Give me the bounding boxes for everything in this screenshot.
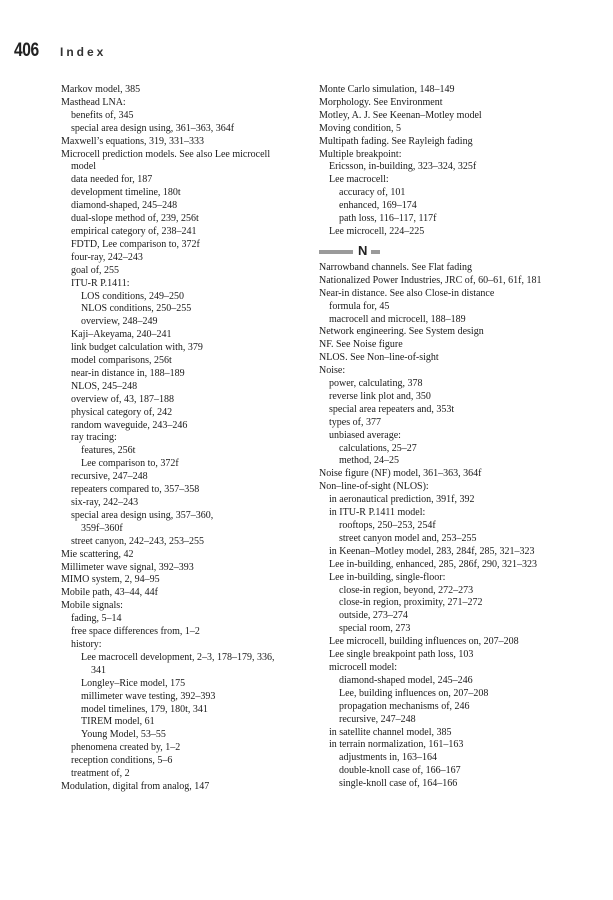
index-entry: history: bbox=[71, 638, 102, 650]
index-entry: dual-slope method of, 239, 256t bbox=[71, 213, 199, 225]
index-entry: Longley–Rice model, 175 bbox=[81, 677, 186, 689]
index-entry: Multipath fading. See Rayleigh fading bbox=[319, 135, 473, 147]
index-entry: repeaters compared to, 357–358 bbox=[71, 484, 200, 496]
index-entry: reverse link plot and, 350 bbox=[329, 390, 431, 402]
index-entry: Lee, building influences on, 207–208 bbox=[339, 687, 489, 699]
index-entry: Nationalized Power Industries, JRC of, 60–61, 61f, 181 bbox=[319, 274, 542, 286]
index-entry: LOS conditions, 249–250 bbox=[81, 290, 185, 302]
index-section-m-continued bbox=[319, 84, 589, 239]
index-entry: accuracy of, 101 bbox=[339, 187, 406, 199]
divider-bar bbox=[371, 250, 380, 254]
index-entry: TIREM model, 61 bbox=[81, 716, 155, 728]
index-entry: path loss, 116–117, 117f bbox=[339, 213, 437, 225]
index-entry: in aeronautical prediction, 391f, 392 bbox=[329, 494, 475, 506]
index-entry: data needed for, 187 bbox=[71, 174, 153, 186]
index-entry: Mobile signals: bbox=[61, 600, 123, 612]
index-entry: Moving condition, 5 bbox=[319, 122, 401, 134]
index-entry: outside, 273–274 bbox=[339, 610, 408, 622]
index-entry: ITU-R P.1411: bbox=[71, 277, 130, 289]
index-entry: NLOS, 245–248 bbox=[71, 380, 138, 392]
index-entry: in Keenan–Motley model, 283, 284f, 285, 321–323 bbox=[329, 545, 535, 557]
index-entry: treatment of, 2 bbox=[71, 768, 130, 780]
index-entry: power, calculating, 378 bbox=[329, 378, 423, 390]
index-entry: Millimeter wave signal, 392–393 bbox=[61, 561, 194, 573]
index-entry: recursive, 247–248 bbox=[71, 471, 148, 483]
section-letter: N bbox=[358, 243, 368, 259]
running-title: Index bbox=[60, 45, 107, 59]
index-entry: types of, 377 bbox=[329, 416, 381, 428]
index-entry: features, 256t bbox=[81, 445, 136, 457]
index-entry: Mie scattering, 42 bbox=[61, 548, 134, 560]
index-entry: street canyon, 242–243, 253–255 bbox=[71, 535, 205, 547]
divider-bar bbox=[319, 250, 353, 254]
index-entry: overview, 248–249 bbox=[81, 316, 158, 328]
index-entry: FDTD, Lee comparison to, 372f bbox=[71, 238, 200, 250]
index-entry: diamond-shaped, 245–248 bbox=[71, 200, 178, 212]
index-entry: NF. See Noise figure bbox=[319, 339, 403, 351]
index-entry: physical category of, 242 bbox=[71, 406, 173, 418]
index-entry: enhanced, 169–174 bbox=[339, 200, 417, 212]
index-entry: calculations, 25–27 bbox=[339, 442, 417, 454]
index-entry: Lee in-building, enhanced, 285, 286f, 290, 321–323 bbox=[329, 558, 538, 570]
index-entry: Lee macrocell: bbox=[329, 174, 389, 186]
index-section-n bbox=[319, 262, 589, 791]
index-entry: in satellite channel model, 385 bbox=[329, 726, 452, 738]
index-entry: Lee comparison to, 372f bbox=[81, 458, 179, 470]
index-entry: MIMO system, 2, 94–95 bbox=[61, 574, 160, 586]
index-entry: in terrain normalization, 161–163 bbox=[329, 739, 464, 751]
index-entry: rooftops, 250–253, 254f bbox=[339, 520, 436, 531]
index-entry: development timeline, 180t bbox=[71, 187, 181, 199]
index-entry: Lee microcell, 224–225 bbox=[329, 225, 425, 237]
index-entry: Near-in distance. See also Close-in distance bbox=[319, 287, 495, 299]
index-column-right bbox=[319, 84, 589, 791]
index-entry: Modulation, digital from analog, 147 bbox=[61, 780, 210, 792]
index-entry: Lee macrocell development, 2–3, 178–179, 336, bbox=[81, 651, 275, 663]
index-entry: Narrowband channels. See Flat fading bbox=[319, 261, 473, 273]
index-entry: recursive, 247–248 bbox=[339, 713, 416, 725]
index-entry: model timelines, 179, 180t, 341 bbox=[81, 703, 208, 715]
index-entry: Motley, A. J. See Keenan–Motley model bbox=[319, 109, 482, 121]
index-entry: overview of, 43, 187–188 bbox=[71, 393, 175, 405]
index-entry: close-in region, proximity, 271–272 bbox=[339, 597, 483, 609]
index-entry: Network engineering. See System design bbox=[319, 326, 484, 338]
index-entry: special room, 273 bbox=[339, 623, 411, 635]
index-entry: special area repeaters and, 353t bbox=[329, 403, 455, 415]
index-entry: empirical category of, 238–241 bbox=[71, 225, 197, 237]
index-entry: goal of, 255 bbox=[71, 264, 120, 276]
index-entry: close-in region, beyond, 272–273 bbox=[339, 584, 474, 596]
index-entry: Mobile path, 43–44, 44f bbox=[61, 587, 158, 599]
index-entry: unbiased average: bbox=[329, 429, 401, 441]
index-entry: Kaji–Akeyama, 240–241 bbox=[71, 329, 172, 341]
index-entry: formula for, 45 bbox=[329, 300, 390, 312]
index-entry: NLOS conditions, 250–255 bbox=[81, 303, 192, 315]
index-entry: propagation mechanisms of, 246 bbox=[339, 700, 470, 712]
index-entry: random waveguide, 243–246 bbox=[71, 419, 188, 431]
index-entry: double-knoll case of, 166–167 bbox=[339, 765, 461, 777]
index-entry: six-ray, 242–243 bbox=[71, 497, 139, 508]
index-entry: Lee in-building, single-floor: bbox=[329, 571, 446, 583]
index-entry-continuation: 341 bbox=[91, 664, 106, 676]
index-entry-continuation: model bbox=[71, 161, 96, 173]
index-entry: macrocell and microcell, 188–189 bbox=[329, 313, 466, 325]
index-entry: street canyon model and, 253–255 bbox=[339, 532, 477, 544]
index-entry: Lee microcell, building influences on, 207–208 bbox=[329, 636, 519, 648]
index-entry: four-ray, 242–243 bbox=[71, 251, 143, 263]
index-entry: near-in distance in, 188–189 bbox=[71, 367, 185, 379]
index-entry: special area design using, 357–360, bbox=[71, 509, 214, 521]
index-entry: special area design using, 361–363, 364f bbox=[71, 122, 235, 134]
index-entry: Young Model, 53–55 bbox=[81, 729, 166, 741]
index-column-left bbox=[61, 84, 311, 794]
index-entry: link budget calculation with, 379 bbox=[71, 342, 203, 354]
index-entry: ray tracing: bbox=[71, 432, 117, 444]
index-entry: in ITU-R P.1411 model: bbox=[329, 507, 426, 519]
index-entry: phenomena created by, 1–2 bbox=[71, 742, 181, 754]
index-entry: Microcell prediction models. See also Lee microcell bbox=[61, 148, 271, 160]
index-entry: diamond-shaped model, 245–246 bbox=[339, 674, 473, 686]
index-entry: method, 24–25 bbox=[339, 455, 399, 467]
page-header bbox=[14, 40, 106, 66]
index-entry: Noise: bbox=[319, 365, 346, 377]
index-entry: Masthead LNA: bbox=[61, 96, 126, 108]
index-entry: Lee single breakpoint path loss, 103 bbox=[329, 649, 474, 661]
index-entry: single-knoll case of, 164–166 bbox=[339, 778, 458, 790]
index-entry: Monte Carlo simulation, 148–149 bbox=[319, 84, 455, 95]
index-entry: Morphology. See Environment bbox=[319, 96, 443, 108]
index-entry: adjustments in, 163–164 bbox=[339, 752, 438, 764]
index-entry: Multiple breakpoint: bbox=[319, 148, 402, 160]
index-entry: NLOS. See Non–line-of-sight bbox=[319, 352, 439, 364]
index-entry: Ericsson, in-building, 323–324, 325f bbox=[329, 161, 477, 173]
index-entry: Non–line-of-sight (NLOS): bbox=[319, 481, 429, 493]
index-entry: Markov model, 385 bbox=[61, 84, 141, 95]
index-entry: millimeter wave testing, 392–393 bbox=[81, 690, 216, 702]
index-entry-continuation: 359f–360f bbox=[81, 522, 123, 534]
index-entry: Maxwell’s equations, 319, 331–333 bbox=[61, 135, 205, 147]
index-entry: reception conditions, 5–6 bbox=[71, 755, 173, 767]
index-entry: Noise figure (NF) model, 361–363, 364f bbox=[319, 468, 482, 480]
index-entry: fading, 5–14 bbox=[71, 613, 122, 625]
index-entry: model comparisons, 256t bbox=[71, 355, 172, 367]
section-divider-n bbox=[319, 243, 589, 259]
page-number: 406 bbox=[14, 40, 39, 61]
index-entry: microcell model: bbox=[329, 661, 398, 673]
index-entry: benefits of, 345 bbox=[71, 109, 134, 121]
index-entry: free space differences from, 1–2 bbox=[71, 626, 200, 638]
